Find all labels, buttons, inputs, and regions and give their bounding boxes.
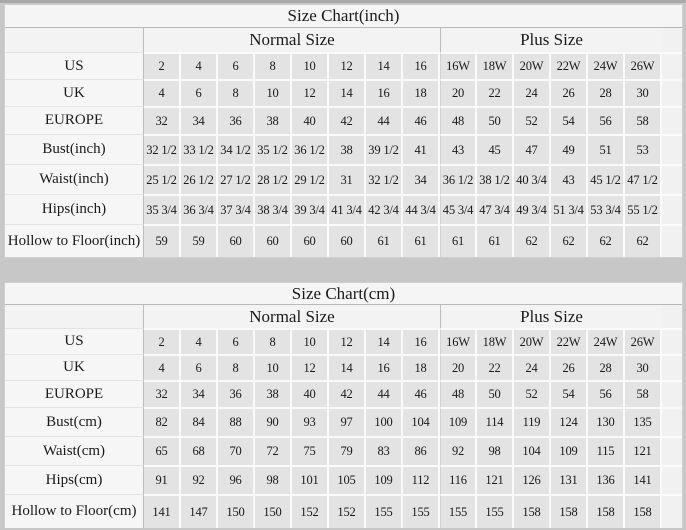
value-cell: 72 (255, 436, 292, 465)
value-cell: 155 (477, 494, 514, 528)
value-cell: 121 (625, 436, 662, 465)
value-cell: 70 (218, 436, 255, 465)
filler-cell (662, 164, 682, 194)
value-cell: 88 (218, 407, 255, 436)
value-cell: 96 (218, 465, 255, 494)
filler-cell (662, 106, 682, 134)
value-cell: 90 (255, 407, 292, 436)
table-row (5, 354, 682, 380)
value-cell: 65 (144, 436, 181, 465)
value-cell: 112 (403, 465, 440, 494)
table-row (5, 106, 682, 134)
value-cell: 38 (255, 380, 292, 407)
value-cell: 155 (366, 494, 403, 528)
filler-cell (662, 194, 682, 224)
value-cell: 40 (292, 380, 329, 407)
value-cell: 26W (625, 52, 662, 79)
table-row (5, 407, 682, 436)
value-cell: 47 (514, 134, 551, 164)
value-cell: 97 (329, 407, 366, 436)
value-cell: 12 (292, 79, 329, 106)
filler-cell (662, 465, 682, 494)
value-cell: 14 (329, 354, 366, 380)
row-label: UK (5, 354, 144, 380)
value-cell: 124 (551, 407, 588, 436)
value-cell: 18 (403, 79, 440, 106)
value-cell: 155 (403, 494, 440, 528)
value-cell: 50 (477, 106, 514, 134)
value-cell: 136 (588, 465, 625, 494)
value-cell: 104 (514, 436, 551, 465)
value-cell: 26 (551, 79, 588, 106)
value-cell: 37 3/4 (218, 194, 255, 224)
value-cell: 32 1/2 (144, 134, 181, 164)
table-row (5, 134, 682, 164)
group-header-empty-cell (5, 305, 144, 328)
value-cell: 58 (625, 380, 662, 407)
value-cell: 34 (403, 164, 440, 194)
value-cell: 24 (514, 79, 551, 106)
value-cell: 82 (144, 407, 181, 436)
group-header-plus-size: Plus Size (440, 28, 662, 52)
value-cell: 35 1/2 (255, 134, 292, 164)
value-cell: 18W (477, 52, 514, 79)
row-label: Hips(cm) (5, 465, 144, 494)
filler-cell (662, 436, 682, 465)
value-cell: 62 (551, 224, 588, 257)
size-table-inch (5, 5, 682, 257)
group-header-normal-size: Normal Size (144, 305, 440, 328)
value-cell: 2 (144, 328, 181, 354)
value-cell: 8 (255, 52, 292, 79)
value-cell: 10 (292, 328, 329, 354)
value-cell: 56 (588, 380, 625, 407)
value-cell: 28 (588, 354, 625, 380)
row-label: Hollow to Floor(inch) (5, 224, 144, 257)
value-cell: 32 1/2 (366, 164, 403, 194)
value-cell: 150 (218, 494, 255, 528)
table-row (5, 79, 682, 106)
value-cell: 46 (403, 380, 440, 407)
value-cell: 6 (218, 52, 255, 79)
value-cell: 54 (551, 380, 588, 407)
row-label: EUROPE (5, 380, 144, 407)
value-cell: 101 (292, 465, 329, 494)
value-cell: 2 (144, 52, 181, 79)
value-cell: 10 (255, 354, 292, 380)
row-label: Waist(inch) (5, 164, 144, 194)
value-cell: 10 (292, 52, 329, 79)
value-cell: 109 (551, 436, 588, 465)
group-header-normal-size: Normal Size (144, 28, 440, 52)
value-cell: 130 (588, 407, 625, 436)
value-cell: 25 1/2 (144, 164, 181, 194)
value-cell: 158 (551, 494, 588, 528)
table-row (5, 52, 682, 79)
value-cell: 141 (625, 465, 662, 494)
value-cell: 152 (292, 494, 329, 528)
value-cell: 30 (625, 354, 662, 380)
row-label: Bust(inch) (5, 134, 144, 164)
filler-cell (662, 79, 682, 106)
value-cell: 30 (625, 79, 662, 106)
value-cell: 44 (366, 380, 403, 407)
row-label: US (5, 52, 144, 79)
table-row (5, 494, 682, 528)
value-cell: 75 (292, 436, 329, 465)
value-cell: 39 3/4 (292, 194, 329, 224)
value-cell: 45 (477, 134, 514, 164)
value-cell: 6 (181, 79, 218, 106)
filler-cell (662, 380, 682, 407)
value-cell: 62 (588, 224, 625, 257)
value-cell: 61 (477, 224, 514, 257)
value-cell: 12 (329, 52, 366, 79)
value-cell: 62 (514, 224, 551, 257)
value-cell: 41 3/4 (329, 194, 366, 224)
value-cell: 42 (329, 106, 366, 134)
row-label: Hips(inch) (5, 194, 144, 224)
value-cell: 50 (477, 380, 514, 407)
table-title: Size Chart(inch) (5, 5, 682, 28)
value-cell: 53 3/4 (588, 194, 625, 224)
value-cell: 59 (181, 224, 218, 257)
value-cell: 36 3/4 (181, 194, 218, 224)
value-cell: 16W (440, 52, 477, 79)
value-cell: 84 (181, 407, 218, 436)
value-cell: 116 (440, 465, 477, 494)
value-cell: 158 (625, 494, 662, 528)
value-cell: 109 (440, 407, 477, 436)
value-cell: 52 (514, 380, 551, 407)
value-cell: 22 (477, 79, 514, 106)
value-cell: 26W (625, 328, 662, 354)
value-cell: 60 (329, 224, 366, 257)
size-chart-inch-table (5, 5, 682, 257)
table-row (5, 164, 682, 194)
value-cell: 105 (329, 465, 366, 494)
value-cell: 55 1/2 (625, 194, 662, 224)
value-cell: 92 (440, 436, 477, 465)
value-cell: 4 (181, 52, 218, 79)
value-cell: 92 (181, 465, 218, 494)
value-cell: 61 (440, 224, 477, 257)
value-cell: 44 (366, 106, 403, 134)
value-cell: 98 (255, 465, 292, 494)
value-cell: 56 (588, 106, 625, 134)
row-label: EUROPE (5, 106, 144, 134)
table-row (5, 465, 682, 494)
value-cell: 152 (329, 494, 366, 528)
value-cell: 86 (403, 436, 440, 465)
size-table-cm (5, 283, 682, 528)
filler-cell (662, 494, 682, 528)
value-cell: 158 (588, 494, 625, 528)
table-title-row (5, 5, 682, 28)
value-cell: 114 (477, 407, 514, 436)
row-label: UK (5, 79, 144, 106)
size-chart-cm-table (5, 283, 682, 527)
value-cell: 158 (514, 494, 551, 528)
value-cell: 42 (329, 380, 366, 407)
group-header-row (5, 305, 682, 328)
value-cell: 34 (181, 106, 218, 134)
value-cell: 60 (218, 224, 255, 257)
value-cell: 38 (329, 134, 366, 164)
value-cell: 12 (292, 354, 329, 380)
value-cell: 131 (551, 465, 588, 494)
filler-cell (662, 354, 682, 380)
value-cell: 100 (366, 407, 403, 436)
value-cell: 79 (329, 436, 366, 465)
value-cell: 62 (625, 224, 662, 257)
value-cell: 41 (403, 134, 440, 164)
value-cell: 12 (329, 328, 366, 354)
value-cell: 135 (625, 407, 662, 436)
value-cell: 43 (551, 164, 588, 194)
value-cell: 51 3/4 (551, 194, 588, 224)
value-cell: 150 (255, 494, 292, 528)
filler-cell (662, 52, 682, 79)
value-cell: 14 (366, 52, 403, 79)
value-cell: 24W (588, 328, 625, 354)
value-cell: 45 1/2 (588, 164, 625, 194)
filler-cell (662, 224, 682, 257)
value-cell: 36 1/2 (292, 134, 329, 164)
value-cell: 28 1/2 (255, 164, 292, 194)
filler-cell (662, 407, 682, 436)
table-title-row (5, 283, 682, 305)
value-cell: 33 1/2 (181, 134, 218, 164)
table-row (5, 436, 682, 465)
value-cell: 16 (403, 328, 440, 354)
value-cell: 53 (625, 134, 662, 164)
filler-cell (662, 328, 682, 354)
value-cell: 45 3/4 (440, 194, 477, 224)
value-cell: 16W (440, 328, 477, 354)
value-cell: 58 (625, 106, 662, 134)
value-cell: 83 (366, 436, 403, 465)
value-cell: 14 (366, 328, 403, 354)
value-cell: 48 (440, 106, 477, 134)
value-cell: 14 (329, 79, 366, 106)
group-header-plus-size: Plus Size (440, 305, 662, 328)
value-cell: 42 3/4 (366, 194, 403, 224)
value-cell: 40 3/4 (514, 164, 551, 194)
value-cell: 10 (255, 79, 292, 106)
value-cell: 38 (255, 106, 292, 134)
value-cell: 22W (551, 52, 588, 79)
value-cell: 43 (440, 134, 477, 164)
table-row (5, 328, 682, 354)
value-cell: 49 3/4 (514, 194, 551, 224)
value-cell: 16 (366, 354, 403, 380)
value-cell: 18 (403, 354, 440, 380)
table-row (5, 224, 682, 257)
value-cell: 38 1/2 (477, 164, 514, 194)
value-cell: 26 (551, 354, 588, 380)
value-cell: 91 (144, 465, 181, 494)
value-cell: 4 (144, 354, 181, 380)
value-cell: 20W (514, 328, 551, 354)
value-cell: 8 (218, 354, 255, 380)
value-cell: 104 (403, 407, 440, 436)
value-cell: 44 3/4 (403, 194, 440, 224)
value-cell: 20 (440, 79, 477, 106)
value-cell: 60 (255, 224, 292, 257)
value-cell: 115 (588, 436, 625, 465)
value-cell: 126 (514, 465, 551, 494)
value-cell: 61 (366, 224, 403, 257)
value-cell: 20W (514, 52, 551, 79)
value-cell: 24 (514, 354, 551, 380)
row-label: Hollow to Floor(cm) (5, 494, 144, 528)
filler-cell (662, 134, 682, 164)
value-cell: 8 (218, 79, 255, 106)
value-cell: 59 (144, 224, 181, 257)
value-cell: 20 (440, 354, 477, 380)
group-header-row (5, 28, 682, 52)
value-cell: 4 (144, 79, 181, 106)
value-cell: 16 (366, 79, 403, 106)
row-label: US (5, 328, 144, 354)
value-cell: 36 (218, 380, 255, 407)
value-cell: 147 (181, 494, 218, 528)
value-cell: 36 1/2 (440, 164, 477, 194)
value-cell: 22W (551, 328, 588, 354)
value-cell: 46 (403, 106, 440, 134)
value-cell: 4 (181, 328, 218, 354)
value-cell: 47 1/2 (625, 164, 662, 194)
value-cell: 6 (218, 328, 255, 354)
value-cell: 35 3/4 (144, 194, 181, 224)
value-cell: 98 (477, 436, 514, 465)
value-cell: 40 (292, 106, 329, 134)
value-cell: 22 (477, 354, 514, 380)
value-cell: 47 3/4 (477, 194, 514, 224)
value-cell: 18W (477, 328, 514, 354)
table-row (5, 380, 682, 407)
value-cell: 16 (403, 52, 440, 79)
value-cell: 51 (588, 134, 625, 164)
value-cell: 29 1/2 (292, 164, 329, 194)
value-cell: 6 (181, 354, 218, 380)
filler-cell (662, 305, 682, 328)
value-cell: 61 (403, 224, 440, 257)
value-cell: 119 (514, 407, 551, 436)
value-cell: 32 (144, 106, 181, 134)
value-cell: 26 1/2 (181, 164, 218, 194)
value-cell: 27 1/2 (218, 164, 255, 194)
value-cell: 60 (292, 224, 329, 257)
value-cell: 32 (144, 380, 181, 407)
value-cell: 48 (440, 380, 477, 407)
value-cell: 54 (551, 106, 588, 134)
value-cell: 34 (181, 380, 218, 407)
value-cell: 121 (477, 465, 514, 494)
group-header-empty-cell (5, 28, 144, 52)
table-title: Size Chart(cm) (5, 283, 682, 305)
value-cell: 8 (255, 328, 292, 354)
value-cell: 155 (440, 494, 477, 528)
value-cell: 93 (292, 407, 329, 436)
table-row (5, 194, 682, 224)
filler-cell (662, 28, 682, 52)
value-cell: 49 (551, 134, 588, 164)
value-cell: 39 1/2 (366, 134, 403, 164)
value-cell: 38 3/4 (255, 194, 292, 224)
row-label: Bust(cm) (5, 407, 144, 436)
value-cell: 31 (329, 164, 366, 194)
value-cell: 24W (588, 52, 625, 79)
value-cell: 28 (588, 79, 625, 106)
row-label: Waist(cm) (5, 436, 144, 465)
value-cell: 109 (366, 465, 403, 494)
value-cell: 52 (514, 106, 551, 134)
value-cell: 36 (218, 106, 255, 134)
value-cell: 141 (144, 494, 181, 528)
value-cell: 68 (181, 436, 218, 465)
value-cell: 34 1/2 (218, 134, 255, 164)
